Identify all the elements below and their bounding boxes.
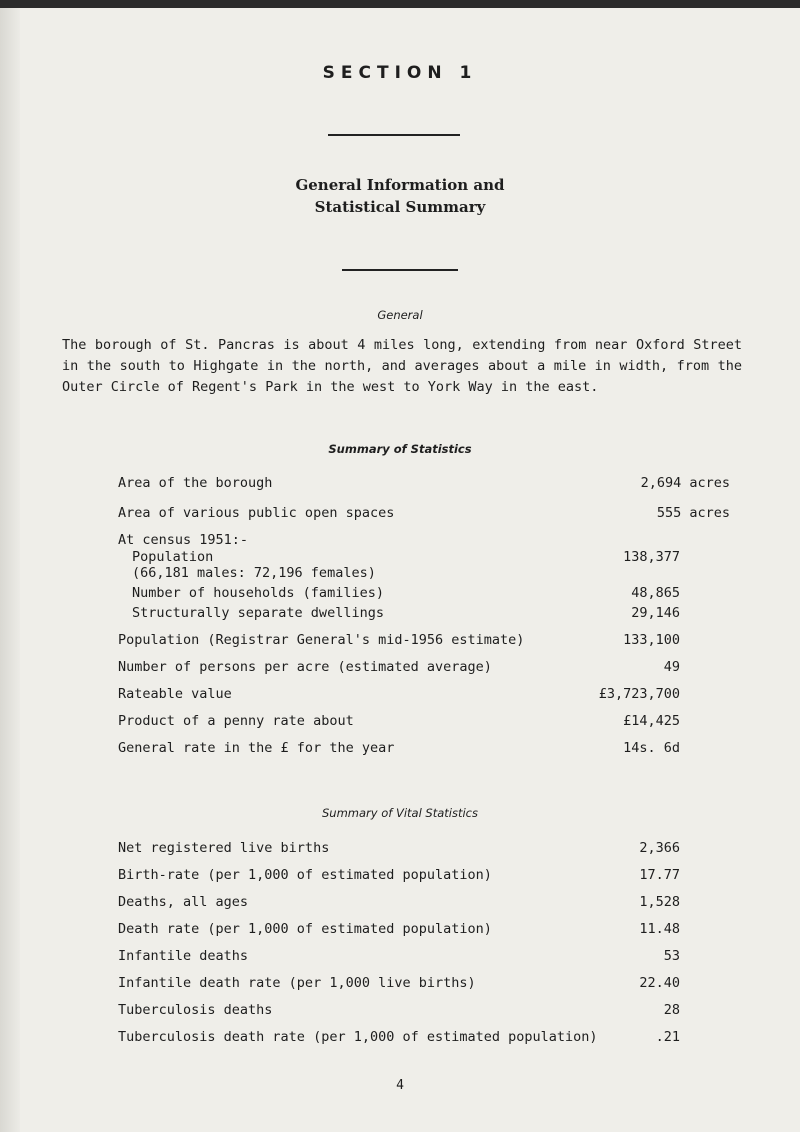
- vital-row: [0, 894, 800, 914]
- stat-value: 555 acres: [656, 505, 730, 521]
- vital-value: 22.40: [639, 975, 680, 991]
- stat-label: Product of a penny rate about: [118, 713, 354, 729]
- vital-value: 11.48: [639, 921, 680, 937]
- vital-row: [0, 1002, 800, 1022]
- stat-value: 138,377: [623, 549, 680, 565]
- stat-row: [0, 585, 800, 605]
- vital-row: [0, 948, 800, 968]
- stat-row: [0, 740, 800, 760]
- vital-label: Tuberculosis death rate (per 1,000 of estimated population): [118, 1029, 598, 1045]
- stat-label: At census 1951:-: [118, 532, 249, 548]
- stat-row: [0, 565, 800, 585]
- stat-row: [0, 632, 800, 652]
- document-page: [0, 8, 800, 1132]
- page-number: 4: [396, 1078, 404, 1093]
- vital-value: 2,366: [639, 840, 680, 856]
- stat-label: Area of various public open spaces: [118, 505, 395, 521]
- stat-row: [0, 605, 800, 625]
- vital-value: 28: [663, 1002, 680, 1018]
- stat-value: 29,146: [631, 605, 680, 621]
- stat-value: 133,100: [623, 632, 680, 648]
- vital-value: 17.77: [639, 867, 680, 883]
- stat-value: 48,865: [631, 585, 680, 601]
- general-paragraph: The borough of St. Pancras is about 4 miles long, extending from near Oxford Street in the south to Highgate in the north, and averages about a mile in width, from the Outer Circle of Regent's Park in the west to York Way in the east.: [62, 337, 742, 395]
- stat-label: Population (Registrar General's mid-1956 estimate): [118, 632, 525, 648]
- stat-label: Population: [132, 549, 214, 565]
- vital-label: Tuberculosis deaths: [118, 1002, 273, 1018]
- general-heading: General: [377, 308, 423, 322]
- vital-label: Deaths, all ages: [118, 894, 249, 910]
- vital-value: .21: [655, 1029, 680, 1045]
- title-line-2: Statistical Summary: [314, 198, 486, 216]
- vital-label: Birth-rate (per 1,000 of estimated population): [118, 867, 492, 883]
- stat-label: General rate in the £ for the year: [118, 740, 395, 756]
- vital-label: Net registered live births: [118, 840, 330, 856]
- divider-rule: [342, 269, 458, 271]
- vital-row: [0, 975, 800, 995]
- stat-label: Rateable value: [118, 686, 232, 702]
- vital-row: [0, 921, 800, 941]
- stat-row: [0, 505, 800, 525]
- stat-label: Number of households (families): [132, 585, 384, 601]
- summary-heading: Summary of Statistics: [328, 442, 472, 456]
- vital-row: [0, 840, 800, 860]
- stat-row: [0, 475, 800, 495]
- vital-row: [0, 867, 800, 887]
- title-line-1: General Information and: [295, 176, 505, 194]
- divider-rule: [328, 134, 460, 136]
- stat-row: [0, 713, 800, 733]
- section-title: SECTION 1: [322, 63, 478, 83]
- stat-value: 14s. 6d: [623, 740, 680, 756]
- stat-value: 2,694 acres: [640, 475, 730, 491]
- vital-value: 53: [663, 948, 680, 964]
- stat-label: Area of the borough: [118, 475, 273, 491]
- stat-row: [0, 659, 800, 679]
- vital-value: 1,528: [639, 894, 680, 910]
- stat-value: £3,723,700: [598, 686, 680, 702]
- vital-heading: Summary of Vital Statistics: [321, 806, 478, 820]
- stat-label: Number of persons per acre (estimated average): [118, 659, 492, 675]
- vital-row: [0, 1029, 800, 1049]
- stat-value: £14,425: [623, 713, 680, 729]
- vital-label: Death rate (per 1,000 of estimated population): [118, 921, 492, 937]
- stat-label: (66,181 males: 72,196 females): [132, 565, 376, 581]
- stat-row: [0, 686, 800, 706]
- stat-label: Structurally separate dwellings: [132, 605, 384, 621]
- vital-label: Infantile deaths: [118, 948, 249, 964]
- stat-value: 49: [663, 659, 680, 675]
- vital-label: Infantile death rate (per 1,000 live births): [118, 975, 476, 991]
